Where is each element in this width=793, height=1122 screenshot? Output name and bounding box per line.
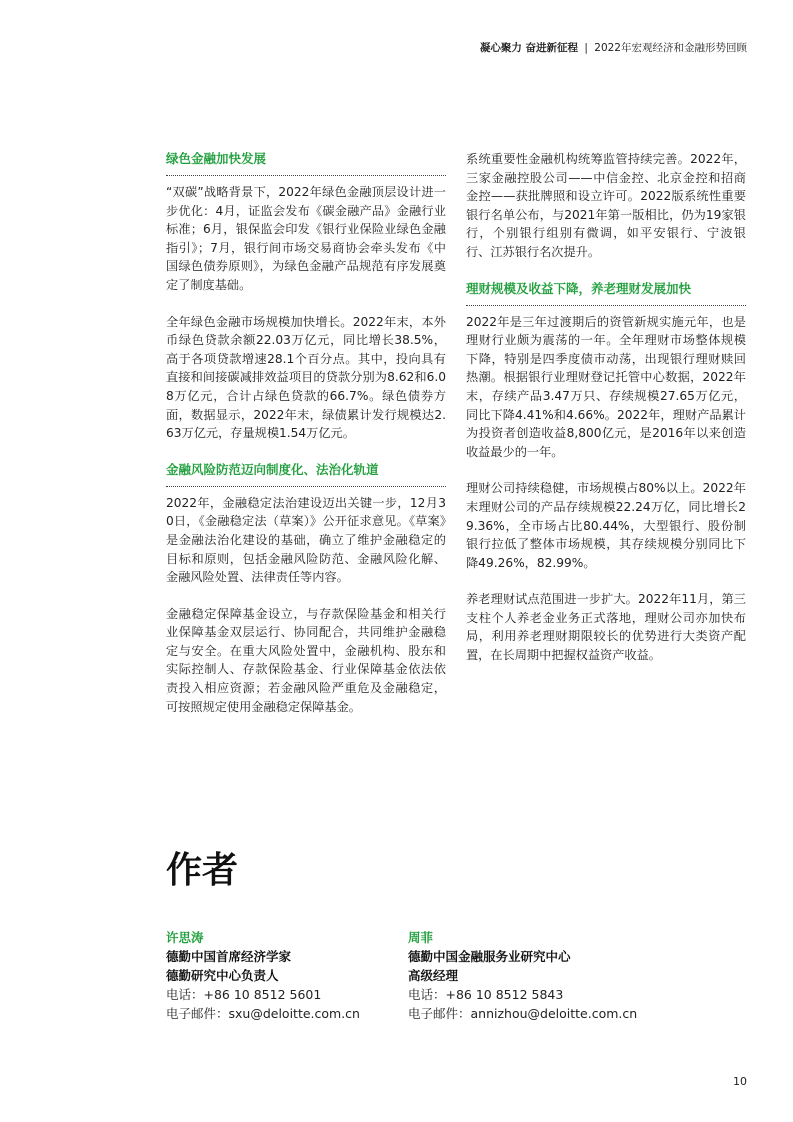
author-card	[408, 928, 637, 1023]
author-phone: 电话：+86 10 8512 5843	[408, 987, 564, 1002]
author-phone: 电话：+86 10 8512 5601	[166, 987, 322, 1002]
paragraph: 2022年，金融稳定法治建设迈出关键一步，12月30日，《金融稳定法（草案）》公开征求意见。《草案》是金融法治化建设的基础，确立了维护金融稳定的目标和原则，包括金融风险防范、金融风险化解、金融风险处置、法律责任等内容。	[166, 495, 446, 585]
page-number: 10	[733, 1075, 747, 1088]
author-organization: 德勤中国金融服务业研究中心	[408, 949, 571, 964]
header-tagline: 凝心聚力 奋进新征程	[479, 42, 579, 54]
paragraph: 全年绿色金融市场规模加快增长。2022年末，本外币绿色贷款余额22.03万亿元，同比增长38.5%，高于各项贷款增速28.1个百分点。其中，投向具有直接和间接碳减排效益项目的贷款分别为8.62和6.08万亿元，合计占绿色贷款的66.7%。绿色债券方面，数据显示，2022年末，绿债累计发行规模达2.63万亿元，存量规模1.54万亿元。	[166, 314, 446, 441]
section-title-green-finance: 绿色金融加快发展	[166, 150, 446, 176]
author-name: 许思涛	[166, 930, 204, 945]
right-column	[466, 150, 746, 683]
paragraph: 理财公司持续稳健，市场规模占80%以上。2022年末理财公司的产品存续规模22.24万亿，同比增长29.36%，全市场占比80.44%，大型银行、股份制银行拉低了整体市场规模，其存续规模分别同比下降49.26%，82.99%。	[466, 481, 746, 570]
page-header	[480, 40, 747, 55]
paragraph: 系统重要性金融机构统筹监管持续完善。2022年，三家金融控股公司——中信金控、北京金控和招商金控——获批牌照和设立许可。2022版系统性重要银行名单公布，与2021年第一版相比，仍为19家银行，个别银行组别有微调，如平安银行、宁波银行、江苏银行名次提升。	[466, 152, 746, 259]
paragraph: 养老理财试点范围进一步扩大。2022年11月，第三支柱个人养老金业务正式落地，理财公司亦加快布局，利用养老理财期限较长的优势进行大类资产配置，在长周期中把握权益资产收益。	[466, 592, 746, 663]
header-report-title: 2022年宏观经济和金融形势回顾	[594, 42, 747, 54]
authors-heading: 作者	[166, 850, 239, 891]
author-role: 高级经理	[408, 968, 459, 983]
author-role: 德勤研究中心负责人	[166, 968, 279, 983]
section-title-financial-risk: 金融风险防范迈向制度化、法治化轨道	[166, 461, 446, 487]
author-email[interactable]: 电子邮件：annizhou@deloitte.com.cn	[408, 1006, 638, 1021]
author-organization: 德勤中国首席经济学家	[166, 949, 292, 964]
left-column	[166, 150, 446, 734]
author-card	[166, 928, 360, 1023]
author-name: 周菲	[408, 930, 434, 945]
paragraph: 金融稳定保障基金设立，与存款保险基金和相关行业保障基金双层运行、协同配合，共同维护金融稳定与安全。在重大风险处置中，金融机构、股东和实际控制人、存款保险基金、行业保障基金依法依责投入相应资源；若金融风险严重危及金融稳定，可按照规定使用金融稳定保障基金。	[166, 606, 446, 714]
section-title-wealth-management: 理财规模及收益下降，养老理财发展加快	[466, 280, 746, 306]
header-separator: |	[584, 42, 588, 54]
paragraph: 2022年是三年过渡期后的资管新规实施元年，也是理财行业颇为震荡的一年。全年理财市场整体规模下降，特别是四季度债市动荡，出现银行理财赎回热潮。根据银行业理财登记托管中心数据，2022年末，存续产品3.47万只、存续规模27.65万亿元，同比下降4.41%和4.66%。2022年，理财产品累计为投资者创造收益8,800亿元，是2016年以来创造收益最少的一年。	[466, 314, 746, 459]
author-email[interactable]: 电子邮件：sxu@deloitte.com.cn	[166, 1006, 360, 1021]
paragraph: “双碳”战略背景下，2022年绿色金融顶层设计进一步优化：4月，证监会发布《碳金融产品》金融行业标准；6月，银保监会印发《银行业保险业绿色金融指引》；7月，银行间市场交易商协会牵头发布《中国绿色债券原则》，为绿色金融产品规范有序发展奠定了制度基础。	[166, 185, 446, 292]
